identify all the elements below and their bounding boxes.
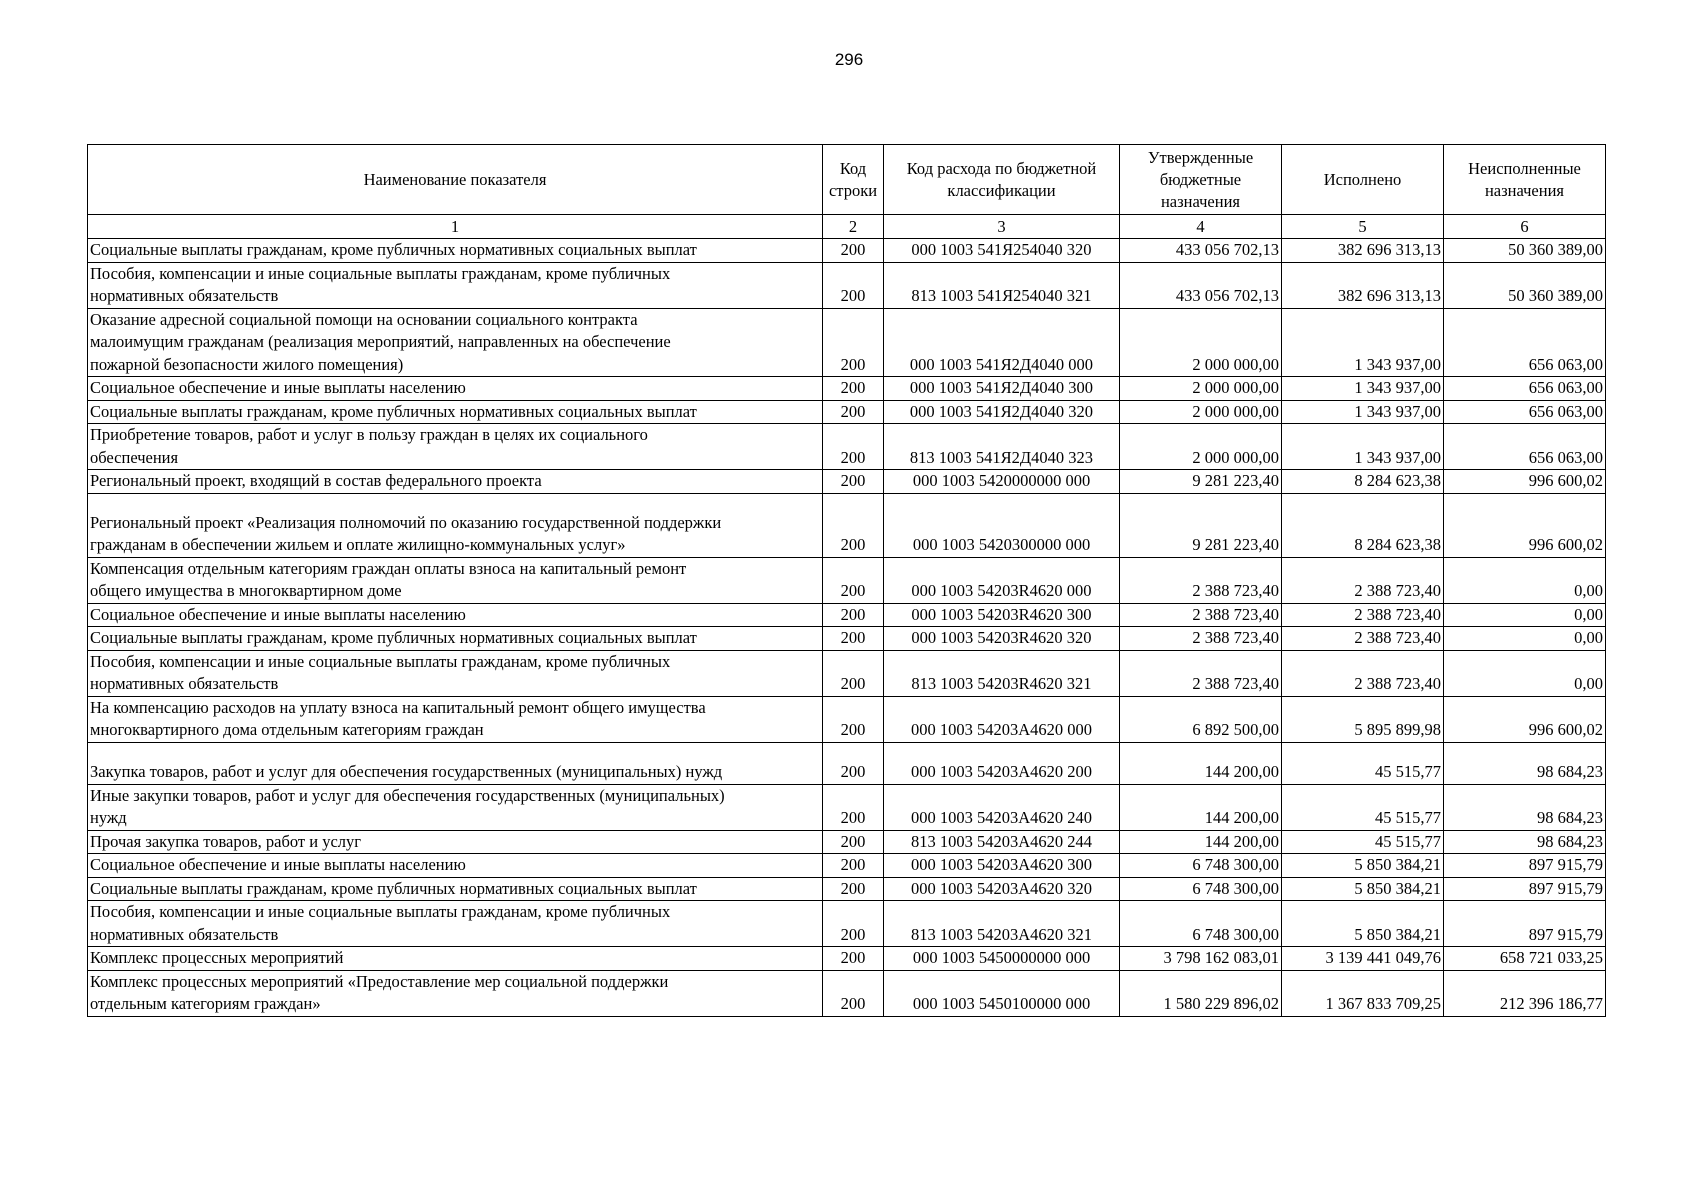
row-name-cell: Иные закупки товаров, работ и услуг для обеспечения государственных (муниципальных) нужд (88, 784, 823, 830)
table-row (88, 424, 1606, 470)
table-row (88, 308, 1606, 377)
column-number: 1 (88, 215, 823, 239)
row-approved-cell: 2 000 000,00 (1120, 400, 1282, 424)
row-unexecuted-cell: 996 600,02 (1444, 696, 1606, 742)
table-row (88, 742, 1606, 784)
row-executed-cell: 2 388 723,40 (1282, 627, 1444, 651)
table-row (88, 557, 1606, 603)
row-name-cell: Социальные выплаты гражданам, кроме публичных нормативных социальных выплат (88, 627, 823, 651)
budget-execution-table (87, 144, 1606, 1017)
row-approved-cell: 1 580 229 896,02 (1120, 970, 1282, 1016)
row-approved-cell: 144 200,00 (1120, 784, 1282, 830)
row-line-code-cell: 200 (823, 877, 884, 901)
row-executed-cell: 8 284 623,38 (1282, 493, 1444, 557)
row-approved-cell: 2 388 723,40 (1120, 603, 1282, 627)
row-executed-cell: 2 388 723,40 (1282, 603, 1444, 627)
row-name-cell: Региональный проект, входящий в состав федерального проекта (88, 470, 823, 494)
row-budget-code-cell: 000 1003 54203A4620 320 (884, 877, 1120, 901)
row-line-code-cell: 200 (823, 947, 884, 971)
row-line-code-cell: 200 (823, 308, 884, 377)
row-budget-code-cell: 813 1003 541Я2Д4040 323 (884, 424, 1120, 470)
row-unexecuted-cell: 0,00 (1444, 603, 1606, 627)
row-approved-cell: 9 281 223,40 (1120, 470, 1282, 494)
table-row (88, 650, 1606, 696)
row-name-cell: Социальное обеспечение и иные выплаты населению (88, 377, 823, 401)
row-name-cell: Социальное обеспечение и иные выплаты населению (88, 603, 823, 627)
table-row (88, 970, 1606, 1016)
row-budget-code-cell: 813 1003 54203A4620 244 (884, 830, 1120, 854)
row-approved-cell: 433 056 702,13 (1120, 239, 1282, 263)
row-line-code-cell: 200 (823, 400, 884, 424)
header-budget-classification-code: Код расхода по бюджетной классификации (884, 145, 1120, 215)
row-line-code-cell: 200 (823, 784, 884, 830)
row-approved-cell: 3 798 162 083,01 (1120, 947, 1282, 971)
row-budget-code-cell: 000 1003 54203R4620 300 (884, 603, 1120, 627)
row-unexecuted-cell: 656 063,00 (1444, 377, 1606, 401)
row-budget-code-cell: 000 1003 54203A4620 240 (884, 784, 1120, 830)
row-approved-cell: 6 748 300,00 (1120, 854, 1282, 878)
row-name-cell: Приобретение товаров, работ и услуг в пользу граждан в целях их социального обеспечения (88, 424, 823, 470)
row-line-code-cell: 200 (823, 262, 884, 308)
row-line-code-cell: 200 (823, 470, 884, 494)
table-row (88, 854, 1606, 878)
row-executed-cell: 1 367 833 709,25 (1282, 970, 1444, 1016)
table-row (88, 947, 1606, 971)
row-line-code-cell: 200 (823, 493, 884, 557)
table-row (88, 377, 1606, 401)
header-executed: Исполнено (1282, 145, 1444, 215)
row-executed-cell: 5 850 384,21 (1282, 854, 1444, 878)
row-unexecuted-cell: 656 063,00 (1444, 424, 1606, 470)
table-row (88, 696, 1606, 742)
row-name-cell: Закупка товаров, работ и услуг для обеспечения государственных (муниципальных) нужд (88, 742, 823, 784)
row-budget-code-cell: 813 1003 541Я254040 321 (884, 262, 1120, 308)
row-unexecuted-cell: 98 684,23 (1444, 830, 1606, 854)
row-line-code-cell: 200 (823, 970, 884, 1016)
row-unexecuted-cell: 897 915,79 (1444, 877, 1606, 901)
row-line-code-cell: 200 (823, 627, 884, 651)
row-line-code-cell: 200 (823, 603, 884, 627)
row-executed-cell: 1 343 937,00 (1282, 377, 1444, 401)
row-name-cell: Комплекс процессных мероприятий (88, 947, 823, 971)
row-name-cell: Пособия, компенсации и иные социальные выплаты гражданам, кроме публичных нормативных обязательств (88, 650, 823, 696)
row-budget-code-cell: 000 1003 54203R4620 000 (884, 557, 1120, 603)
row-name-cell: Социальное обеспечение и иные выплаты населению (88, 854, 823, 878)
row-budget-code-cell: 000 1003 5420300000 000 (884, 493, 1120, 557)
header-approved-budget: Утвержденные бюджетные назначения (1120, 145, 1282, 215)
row-unexecuted-cell: 897 915,79 (1444, 901, 1606, 947)
row-name-cell: Пособия, компенсации и иные социальные выплаты гражданам, кроме публичных нормативных обязательств (88, 262, 823, 308)
row-name-cell: Региональный проект «Реализация полномочий по оказанию государственной поддержки гражданам в обеспечении жильем и оплате жилищно-коммунальных услуг» (88, 493, 823, 557)
row-unexecuted-cell: 0,00 (1444, 557, 1606, 603)
column-number: 2 (823, 215, 884, 239)
row-budget-code-cell: 813 1003 54203R4620 321 (884, 650, 1120, 696)
header-line-code: Код строки (823, 145, 884, 215)
row-unexecuted-cell: 0,00 (1444, 650, 1606, 696)
row-line-code-cell: 200 (823, 854, 884, 878)
row-approved-cell: 2 388 723,40 (1120, 650, 1282, 696)
row-approved-cell: 433 056 702,13 (1120, 262, 1282, 308)
row-approved-cell: 6 892 500,00 (1120, 696, 1282, 742)
column-number: 4 (1120, 215, 1282, 239)
row-executed-cell: 3 139 441 049,76 (1282, 947, 1444, 971)
row-unexecuted-cell: 98 684,23 (1444, 742, 1606, 784)
row-approved-cell: 2 388 723,40 (1120, 627, 1282, 651)
row-executed-cell: 45 515,77 (1282, 742, 1444, 784)
row-name-cell: Социальные выплаты гражданам, кроме публичных нормативных социальных выплат (88, 877, 823, 901)
row-name-cell: Социальные выплаты гражданам, кроме публичных нормативных социальных выплат (88, 239, 823, 263)
row-name-cell: На компенсацию расходов на уплату взноса на капитальный ремонт общего имущества многоквартирного дома отдельным категориям граждан (88, 696, 823, 742)
row-unexecuted-cell: 656 063,00 (1444, 308, 1606, 377)
table-row (88, 470, 1606, 494)
page-number: 296 (834, 50, 864, 69)
row-unexecuted-cell: 656 063,00 (1444, 400, 1606, 424)
row-approved-cell: 6 748 300,00 (1120, 901, 1282, 947)
row-executed-cell: 2 388 723,40 (1282, 557, 1444, 603)
row-approved-cell: 144 200,00 (1120, 830, 1282, 854)
row-executed-cell: 5 895 899,98 (1282, 696, 1444, 742)
row-budget-code-cell: 000 1003 54203R4620 320 (884, 627, 1120, 651)
row-budget-code-cell: 000 1003 541Я2Д4040 000 (884, 308, 1120, 377)
table-row (88, 830, 1606, 854)
row-budget-code-cell: 000 1003 5450100000 000 (884, 970, 1120, 1016)
table-row (88, 262, 1606, 308)
row-line-code-cell: 200 (823, 742, 884, 784)
row-budget-code-cell: 000 1003 54203A4620 000 (884, 696, 1120, 742)
row-line-code-cell: 200 (823, 696, 884, 742)
row-executed-cell: 45 515,77 (1282, 784, 1444, 830)
row-approved-cell: 2 388 723,40 (1120, 557, 1282, 603)
row-unexecuted-cell: 50 360 389,00 (1444, 262, 1606, 308)
row-approved-cell: 2 000 000,00 (1120, 308, 1282, 377)
row-name-cell: Пособия, компенсации и иные социальные выплаты гражданам, кроме публичных нормативных обязательств (88, 901, 823, 947)
row-unexecuted-cell: 658 721 033,25 (1444, 947, 1606, 971)
row-executed-cell: 45 515,77 (1282, 830, 1444, 854)
row-unexecuted-cell: 0,00 (1444, 627, 1606, 651)
row-executed-cell: 5 850 384,21 (1282, 877, 1444, 901)
column-number-row (88, 215, 1606, 239)
row-executed-cell: 382 696 313,13 (1282, 239, 1444, 263)
row-line-code-cell: 200 (823, 830, 884, 854)
row-line-code-cell: 200 (823, 901, 884, 947)
table-row (88, 627, 1606, 651)
table-row (88, 901, 1606, 947)
table-row (88, 603, 1606, 627)
row-budget-code-cell: 000 1003 541Я2Д4040 320 (884, 400, 1120, 424)
row-unexecuted-cell: 98 684,23 (1444, 784, 1606, 830)
row-executed-cell: 8 284 623,38 (1282, 470, 1444, 494)
row-budget-code-cell: 000 1003 541Я254040 320 (884, 239, 1120, 263)
row-executed-cell: 2 388 723,40 (1282, 650, 1444, 696)
row-budget-code-cell: 000 1003 54203A4620 300 (884, 854, 1120, 878)
row-name-cell: Прочая закупка товаров, работ и услуг (88, 830, 823, 854)
row-executed-cell: 5 850 384,21 (1282, 901, 1444, 947)
column-number: 6 (1444, 215, 1606, 239)
row-line-code-cell: 200 (823, 557, 884, 603)
row-approved-cell: 144 200,00 (1120, 742, 1282, 784)
row-name-cell: Комплекс процессных мероприятий «Предоставление мер социальной поддержки отдельным категориям граждан» (88, 970, 823, 1016)
row-name-cell: Социальные выплаты гражданам, кроме публичных нормативных социальных выплат (88, 400, 823, 424)
row-name-cell: Компенсация отдельным категориям граждан оплаты взноса на капитальный ремонт общего имущества в многоквартирном доме (88, 557, 823, 603)
row-executed-cell: 382 696 313,13 (1282, 262, 1444, 308)
row-budget-code-cell: 000 1003 5420000000 000 (884, 470, 1120, 494)
row-executed-cell: 1 343 937,00 (1282, 400, 1444, 424)
row-approved-cell: 9 281 223,40 (1120, 493, 1282, 557)
row-line-code-cell: 200 (823, 424, 884, 470)
row-executed-cell: 1 343 937,00 (1282, 308, 1444, 377)
row-executed-cell: 1 343 937,00 (1282, 424, 1444, 470)
row-approved-cell: 6 748 300,00 (1120, 877, 1282, 901)
row-line-code-cell: 200 (823, 377, 884, 401)
table-row (88, 239, 1606, 263)
row-budget-code-cell: 000 1003 5450000000 000 (884, 947, 1120, 971)
row-unexecuted-cell: 897 915,79 (1444, 854, 1606, 878)
row-unexecuted-cell: 212 396 186,77 (1444, 970, 1606, 1016)
table-row (88, 493, 1606, 557)
row-unexecuted-cell: 996 600,02 (1444, 470, 1606, 494)
row-approved-cell: 2 000 000,00 (1120, 424, 1282, 470)
row-approved-cell: 2 000 000,00 (1120, 377, 1282, 401)
header-unexecuted: Неисполненные назначения (1444, 145, 1606, 215)
header-indicator-name: Наименование показателя (88, 145, 823, 215)
row-unexecuted-cell: 996 600,02 (1444, 493, 1606, 557)
row-budget-code-cell: 813 1003 54203A4620 321 (884, 901, 1120, 947)
column-number: 3 (884, 215, 1120, 239)
table-row (88, 877, 1606, 901)
row-line-code-cell: 200 (823, 239, 884, 263)
table-header-row (88, 145, 1606, 215)
row-line-code-cell: 200 (823, 650, 884, 696)
row-budget-code-cell: 000 1003 541Я2Д4040 300 (884, 377, 1120, 401)
row-budget-code-cell: 000 1003 54203A4620 200 (884, 742, 1120, 784)
row-unexecuted-cell: 50 360 389,00 (1444, 239, 1606, 263)
table-row (88, 400, 1606, 424)
column-number: 5 (1282, 215, 1444, 239)
table-row (88, 784, 1606, 830)
row-name-cell: Оказание адресной социальной помощи на основании социального контракта малоимущим гражданам (реализация мероприятий, направленных на обеспечение пожарной безопасности жилого помещения) (88, 308, 823, 377)
